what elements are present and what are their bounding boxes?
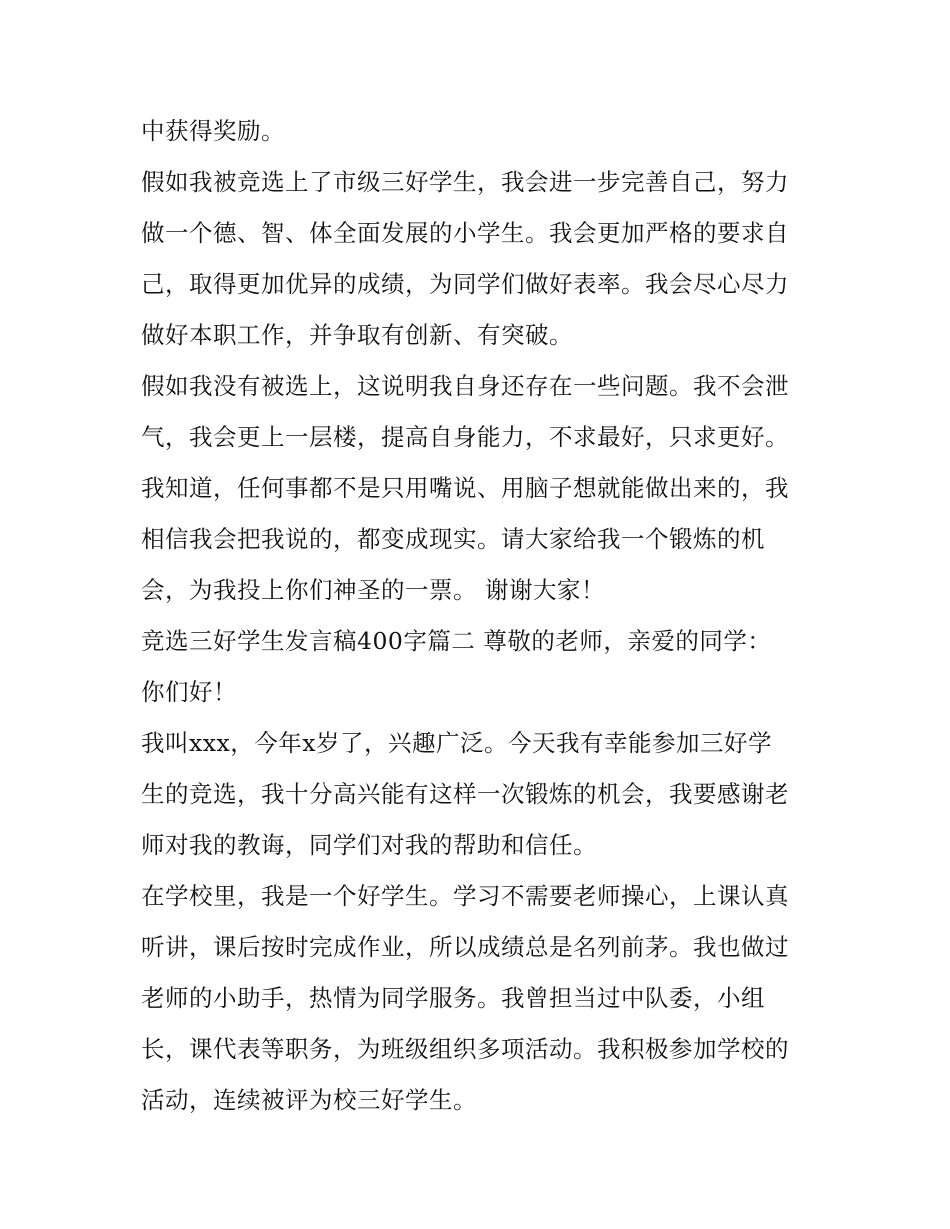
text-line: 我叫xxx，今年x岁了，兴趣广泛。今天我有幸能参加三好学	[141, 729, 773, 757]
text-line: 假如我没有被选上，这说明我自身还存在一些问题。我不会泄	[141, 372, 789, 400]
text-line: 假如我被竞选上了市级三好学生，我会进一步完善自己，努力	[141, 168, 789, 196]
document-body	[141, 106, 816, 1126]
text-line: 相信我会把我说的，都变成现实。请大家给我一个锻炼的机	[141, 525, 765, 553]
text-line: 生的竞选，我十分高兴能有这样一次锻炼的机会，我要感谢老	[141, 780, 789, 808]
text-line: 听讲，课后按时完成作业，所以成绩总是名列前茅。我也做过	[141, 933, 789, 961]
text-line: 己，取得更加优异的成绩，为同学们做好表率。我会尽心尽力	[141, 270, 789, 298]
text-line: 做好本职工作，并争取有创新、有突破。	[141, 321, 573, 349]
text-line: 做一个德、智、体全面发展的小学生。我会更加严格的要求自	[141, 219, 789, 247]
text-line: 气，我会更上一层楼，提高自身能力，不求最好，只求更好。	[141, 423, 789, 451]
text-line: 你们好！	[141, 678, 237, 706]
text-line: 长，课代表等职务，为班级组织多项活动。我积极参加学校的	[141, 1035, 789, 1063]
text-line: 老师的小助手，热情为同学服务。我曾担当过中队委，小组	[141, 984, 765, 1012]
text-line: 在学校里，我是一个好学生。学习不需要老师操心，上课认真	[141, 882, 789, 910]
text-line: 会，为我投上你们神圣的一票。 谢谢大家！	[141, 576, 605, 604]
text-line: 师对我的教诲，同学们对我的帮助和信任。	[141, 831, 597, 859]
text-line: 竞选三好学生发言稿400字篇二 尊敬的老师，亲爱的同学：	[141, 627, 772, 655]
text-line: 活动，连续被评为校三好学生。	[141, 1086, 477, 1114]
text-line: 我知道，任何事都不是只用嘴说、用脑子想就能做出来的，我	[141, 474, 789, 502]
text-line: 中获得奖励。	[141, 117, 285, 145]
